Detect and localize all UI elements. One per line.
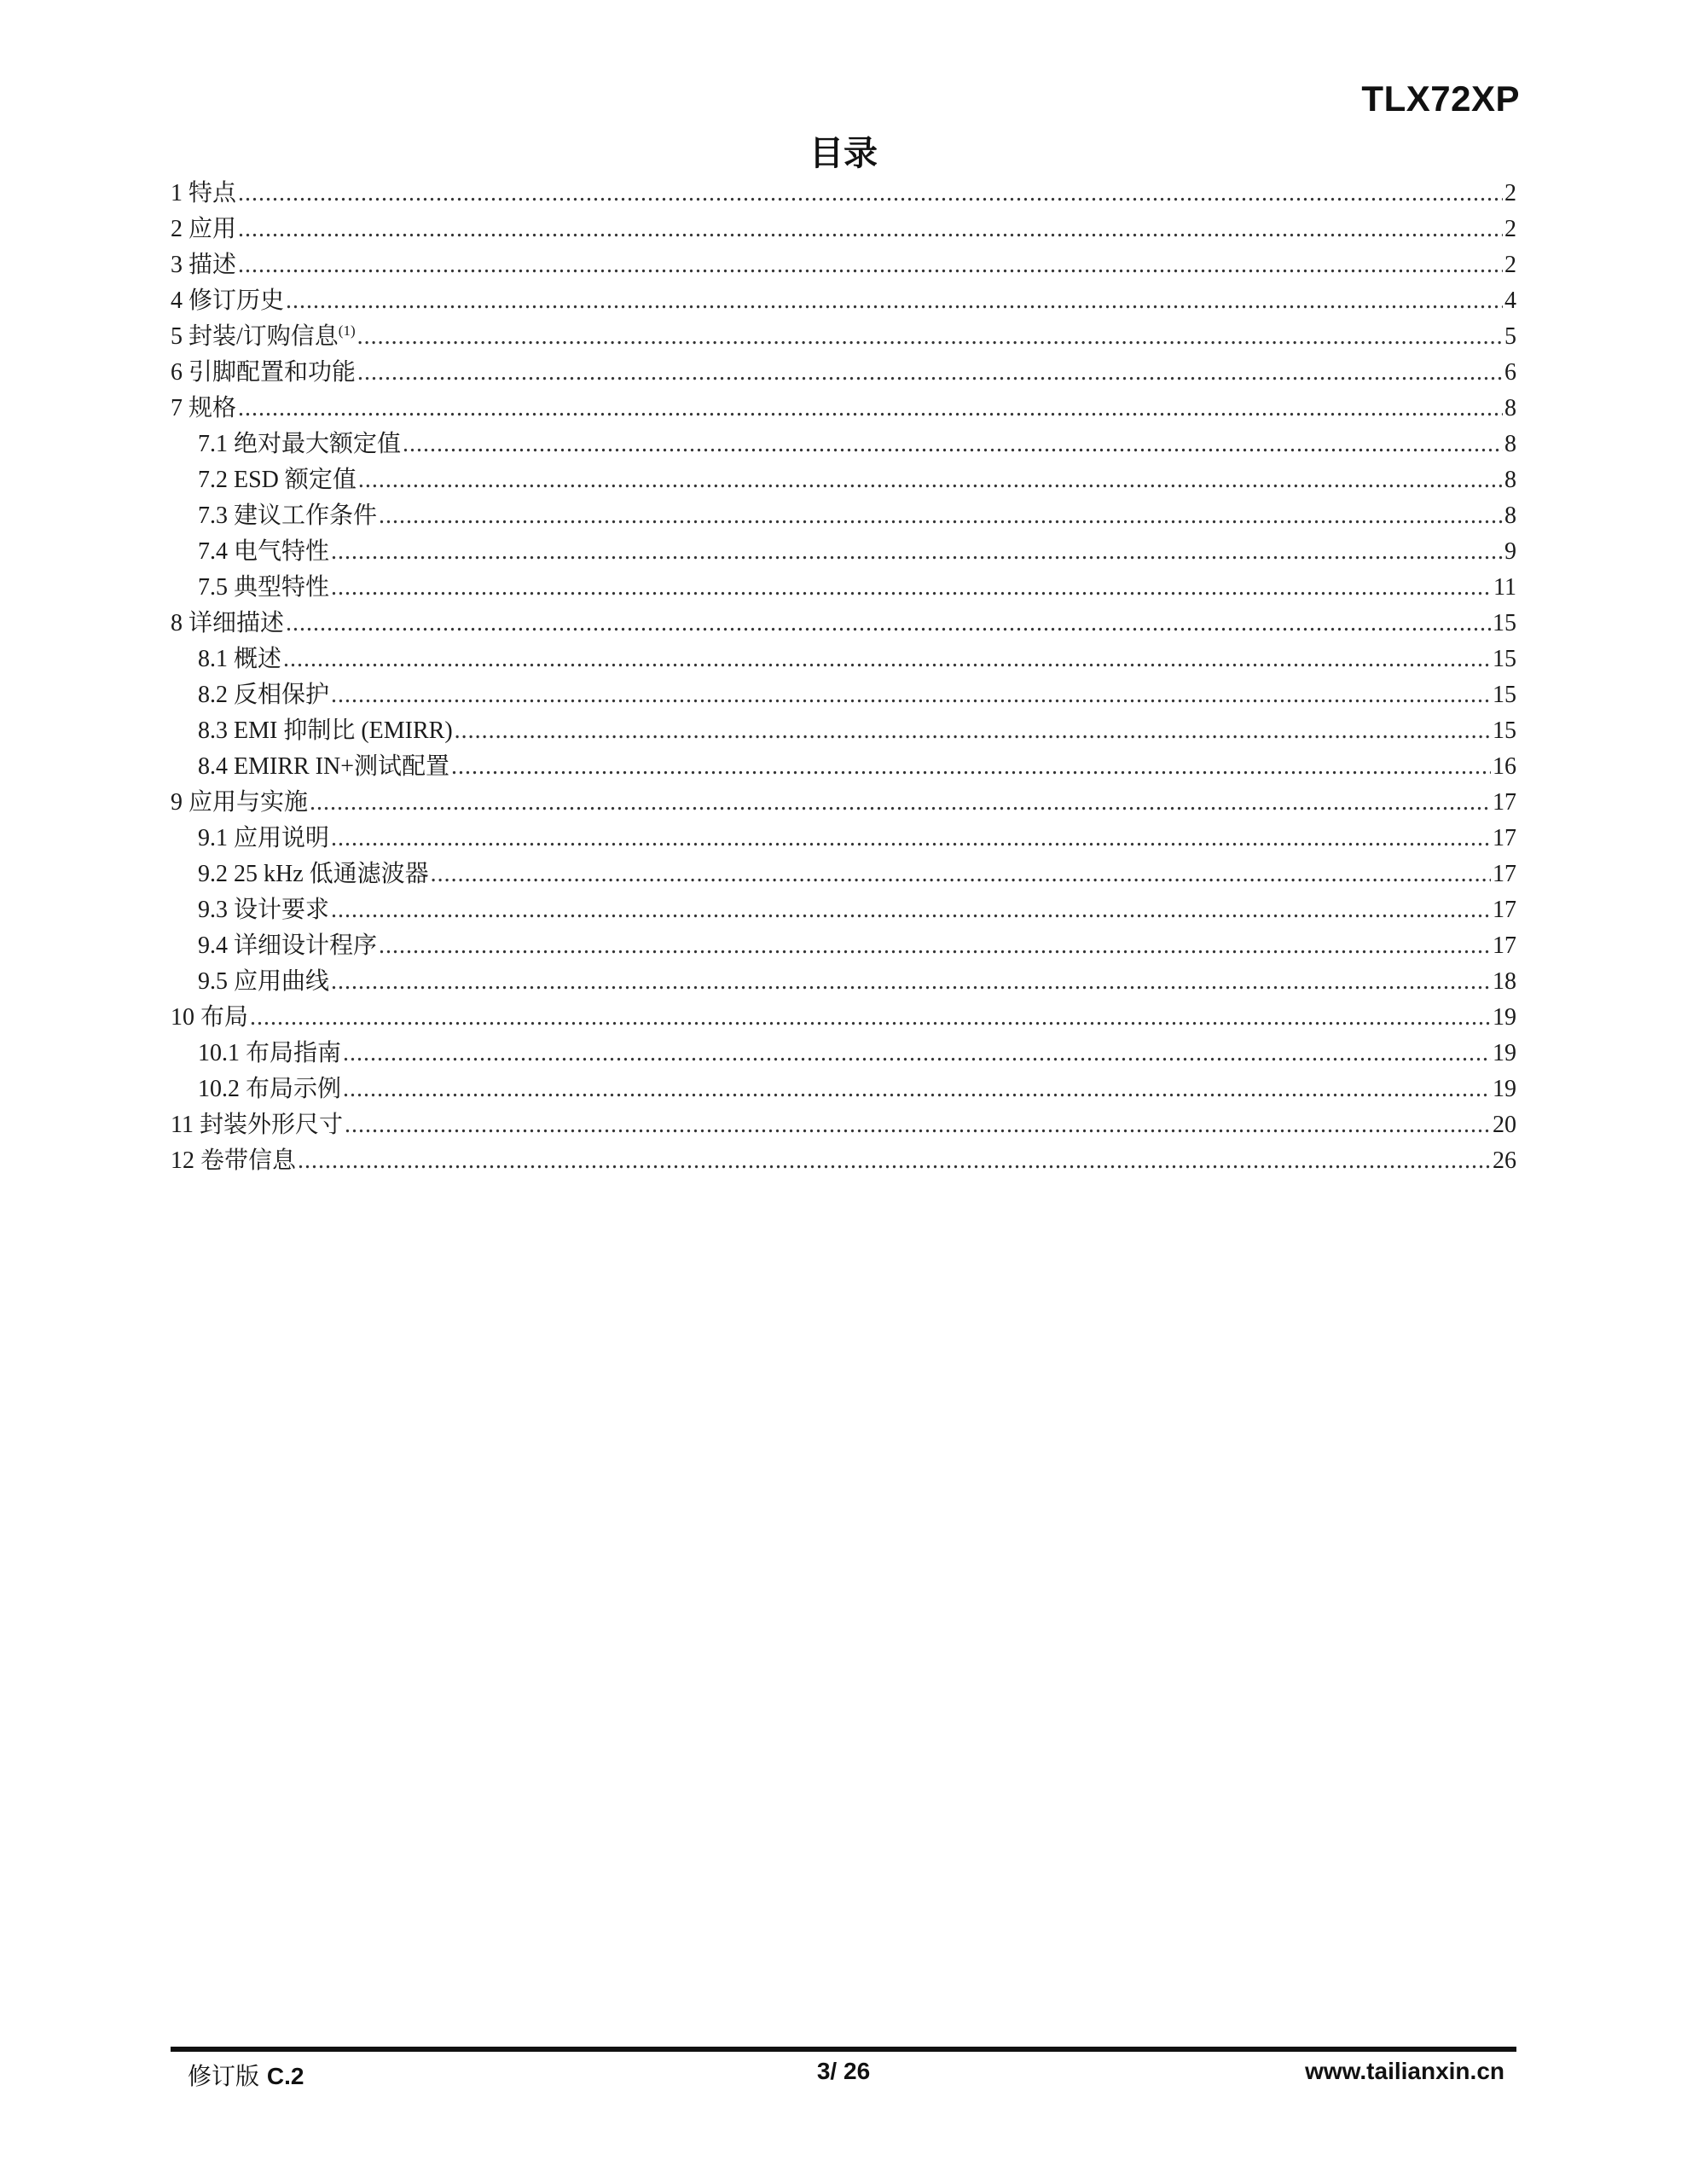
- toc-entry-page-number: 17: [1493, 932, 1516, 959]
- website-link[interactable]: www.tailianxin.cn: [1305, 2058, 1504, 2084]
- toc-entry[interactable]: [171, 713, 1516, 749]
- toc-entry-label: [198, 427, 401, 462]
- toc-entry[interactable]: [171, 857, 1516, 892]
- toc-entry-label: [198, 964, 329, 1000]
- toc-entry[interactable]: [171, 821, 1516, 857]
- toc-entry-label: [198, 642, 281, 677]
- toc-entry-label-text: 8.2 反相保护: [198, 682, 330, 708]
- toc-entry[interactable]: [171, 283, 1516, 319]
- toc-dot-leader: [358, 462, 1503, 498]
- toc-entry[interactable]: [171, 498, 1516, 534]
- toc-entry-label-text: 2 应用: [171, 216, 237, 242]
- toc-entry-page-number: 15: [1493, 717, 1516, 744]
- toc-entry-label: [171, 247, 236, 283]
- toc-entry-label: [198, 677, 329, 713]
- toc-dot-leader: [379, 498, 1503, 534]
- toc-entry[interactable]: [171, 1036, 1516, 1072]
- toc-entry-label: [171, 176, 236, 212]
- toc-entry[interactable]: [171, 534, 1516, 570]
- toc-entry-page-number: 19: [1493, 1004, 1516, 1031]
- toc-dot-leader: [238, 247, 1503, 283]
- toc-entry-label-text: 10 布局: [171, 1004, 249, 1031]
- toc-entry-label: [171, 319, 356, 355]
- toc-entry-label: [171, 355, 356, 391]
- toc-entry-label-text: 10.1 布局指南: [198, 1040, 342, 1066]
- toc-dot-leader: [286, 606, 1491, 642]
- toc-entry-page-number: 15: [1493, 646, 1516, 672]
- toc-entry-page-number: 17: [1493, 861, 1516, 887]
- toc-entry-label: [198, 892, 329, 928]
- toc-entry-page-number: 19: [1493, 1076, 1516, 1102]
- toc-dot-leader: [331, 677, 1491, 713]
- toc-entry-label: [171, 212, 236, 247]
- toc-dot-leader: [331, 534, 1503, 570]
- toc-entry-label-text: 3 描述: [171, 252, 237, 278]
- toc-dot-leader: [310, 785, 1491, 821]
- toc-entry[interactable]: [171, 892, 1516, 928]
- toc-dot-leader: [357, 319, 1503, 355]
- toc-dot-leader: [331, 570, 1492, 606]
- toc-entry-label: [171, 606, 284, 642]
- toc-entry[interactable]: [171, 462, 1516, 498]
- toc-entry[interactable]: [171, 247, 1516, 283]
- toc-entry-footnote-marker: (1): [338, 322, 356, 339]
- toc-entry-page-number: 17: [1493, 789, 1516, 816]
- toc-dot-leader: [357, 355, 1503, 391]
- page-footer: [171, 2058, 1516, 2092]
- toc-dot-leader: [345, 1107, 1491, 1143]
- toc-entry-label-text: 7 规格: [171, 395, 237, 421]
- toc-entry-label-text: 5 封装/订购信息: [171, 323, 339, 350]
- toc-entry-label-text: 1 特点: [171, 180, 237, 206]
- toc-entry[interactable]: [171, 964, 1516, 1000]
- toc-entry-label-text: 9 应用与实施: [171, 789, 309, 816]
- toc-dot-leader: [451, 749, 1491, 785]
- toc-entry-label: [171, 1143, 296, 1179]
- toc-dot-leader: [455, 713, 1491, 749]
- toc-entry[interactable]: [171, 1143, 1516, 1179]
- toc-entry[interactable]: [171, 677, 1516, 713]
- toc-entry[interactable]: [171, 319, 1516, 355]
- toc-entry-label-text: 7.5 典型特性: [198, 574, 330, 601]
- toc-entry-page-number: 4: [1504, 288, 1516, 314]
- toc-entry-page-number: 16: [1493, 753, 1516, 780]
- toc-entry[interactable]: [171, 176, 1516, 212]
- toc-entry[interactable]: [171, 427, 1516, 462]
- toc-dot-leader: [238, 391, 1503, 427]
- toc-entry-label-text: 9.5 应用曲线: [198, 968, 330, 995]
- toc-entry-label-text: 8.4 EMIRR IN+测试配置: [198, 753, 450, 780]
- toc-entry-label-text: 4 修订历史: [171, 288, 285, 314]
- toc-entry-label: [198, 1036, 341, 1072]
- toc-entry[interactable]: [171, 1000, 1516, 1036]
- toc-entry-label-text: 11 封装外形尺寸: [171, 1112, 343, 1138]
- toc-dot-leader: [286, 283, 1503, 319]
- toc-entry-page-number: 5: [1504, 323, 1516, 350]
- toc-entry[interactable]: [171, 928, 1516, 964]
- footer-divider: [171, 2047, 1516, 2052]
- toc-entry[interactable]: [171, 642, 1516, 677]
- toc-entry-label: [198, 462, 357, 498]
- toc-entry-label-text: 9.3 设计要求: [198, 897, 330, 923]
- toc-entry-page-number: 8: [1504, 502, 1516, 529]
- toc-entry-label: [198, 570, 329, 606]
- toc-dot-leader: [431, 857, 1491, 892]
- toc-entry-label-text: 10.2 布局示例: [198, 1076, 342, 1102]
- toc-dot-leader: [331, 964, 1491, 1000]
- toc-entry-page-number: 8: [1504, 431, 1516, 457]
- toc-entry-page-number: 15: [1493, 610, 1516, 636]
- toc-entry-label: [198, 749, 449, 785]
- toc-entry-label: [171, 1107, 343, 1143]
- toc-entry-page-number: 9: [1504, 538, 1516, 565]
- toc-entry-label-text: 9.1 应用说明: [198, 825, 330, 851]
- toc-entry-label: [198, 1072, 341, 1107]
- toc-entry-page-number: 6: [1504, 359, 1516, 386]
- toc-dot-leader: [250, 1000, 1491, 1036]
- toc-dot-leader: [403, 427, 1503, 462]
- toc-dot-leader: [283, 642, 1491, 677]
- toc-entry-label-text: 7.2 ESD 额定值: [198, 467, 357, 493]
- toc-entry-label-text: 8 详细描述: [171, 610, 285, 636]
- toc-dot-leader: [238, 176, 1503, 212]
- toc-entry[interactable]: [171, 212, 1516, 247]
- toc-entry-page-number: 2: [1504, 252, 1516, 278]
- toc-title: 目录: [809, 134, 878, 173]
- toc-dot-leader: [343, 1036, 1491, 1072]
- part-number: TLX72XP: [1361, 78, 1520, 119]
- revision-prefix: 修订版: [188, 2062, 260, 2090]
- toc-dot-leader: [343, 1072, 1491, 1107]
- toc-entry-label-text: 6 引脚配置和功能: [171, 359, 357, 386]
- toc-entry[interactable]: [171, 1072, 1516, 1107]
- toc-entry-page-number: 8: [1504, 467, 1516, 493]
- toc-entry-page-number: 20: [1493, 1112, 1516, 1138]
- toc-entry-label: [171, 391, 236, 427]
- toc-dot-leader: [298, 1143, 1491, 1179]
- toc-entry-label-text: 9.2 25 kHz 低通滤波器: [198, 861, 429, 887]
- toc-entry-page-number: 11: [1493, 574, 1516, 601]
- toc-entry-label: [171, 1000, 248, 1036]
- toc-entry-label: [198, 713, 453, 749]
- toc-entry[interactable]: [171, 606, 1516, 642]
- toc-entry-page-number: 17: [1493, 825, 1516, 851]
- toc-entry-label-text: 8.1 概述: [198, 646, 282, 672]
- toc-entry[interactable]: [171, 749, 1516, 785]
- toc-entry-page-number: 2: [1504, 216, 1516, 242]
- toc-entry-label-text: 7.3 建议工作条件: [198, 502, 378, 529]
- toc-entry-label-text: 12 卷带信息: [171, 1147, 297, 1174]
- toc-entry[interactable]: [171, 785, 1516, 821]
- table-of-contents: [171, 176, 1516, 1179]
- toc-entry-label-text: 8.3 EMI 抑制比 (EMIRR): [198, 717, 453, 744]
- toc-entry-page-number: 17: [1493, 897, 1516, 923]
- toc-entry[interactable]: [171, 355, 1516, 391]
- revision-number: C.2: [266, 2063, 304, 2089]
- page-indicator: 3/ 26: [816, 2058, 871, 2084]
- toc-entry[interactable]: [171, 570, 1516, 606]
- toc-entry-label-text: 7.1 绝对最大额定值: [198, 431, 402, 457]
- toc-entry-label: [171, 283, 284, 319]
- toc-entry-page-number: 26: [1493, 1147, 1516, 1174]
- toc-entry[interactable]: [171, 391, 1516, 427]
- toc-entry-page-number: 8: [1504, 395, 1516, 421]
- toc-entry-page-number: 2: [1504, 180, 1516, 206]
- toc-entry-page-number: 15: [1493, 682, 1516, 708]
- toc-entry[interactable]: [171, 1107, 1516, 1143]
- toc-dot-leader: [331, 892, 1491, 928]
- toc-entry-label-text: 9.4 详细设计程序: [198, 932, 378, 959]
- toc-entry-page-number: 19: [1493, 1040, 1516, 1066]
- toc-entry-page-number: 18: [1493, 968, 1516, 995]
- toc-entry-label: [198, 498, 377, 534]
- toc-entry-label: [198, 857, 429, 892]
- toc-dot-leader: [379, 928, 1491, 964]
- toc-entry-label: [198, 928, 377, 964]
- toc-entry-label: [198, 534, 329, 570]
- toc-entry-label: [171, 785, 308, 821]
- toc-dot-leader: [331, 821, 1491, 857]
- toc-entry-label-text: 7.4 电气特性: [198, 538, 330, 565]
- toc-entry-label: [198, 821, 329, 857]
- toc-dot-leader: [238, 212, 1503, 247]
